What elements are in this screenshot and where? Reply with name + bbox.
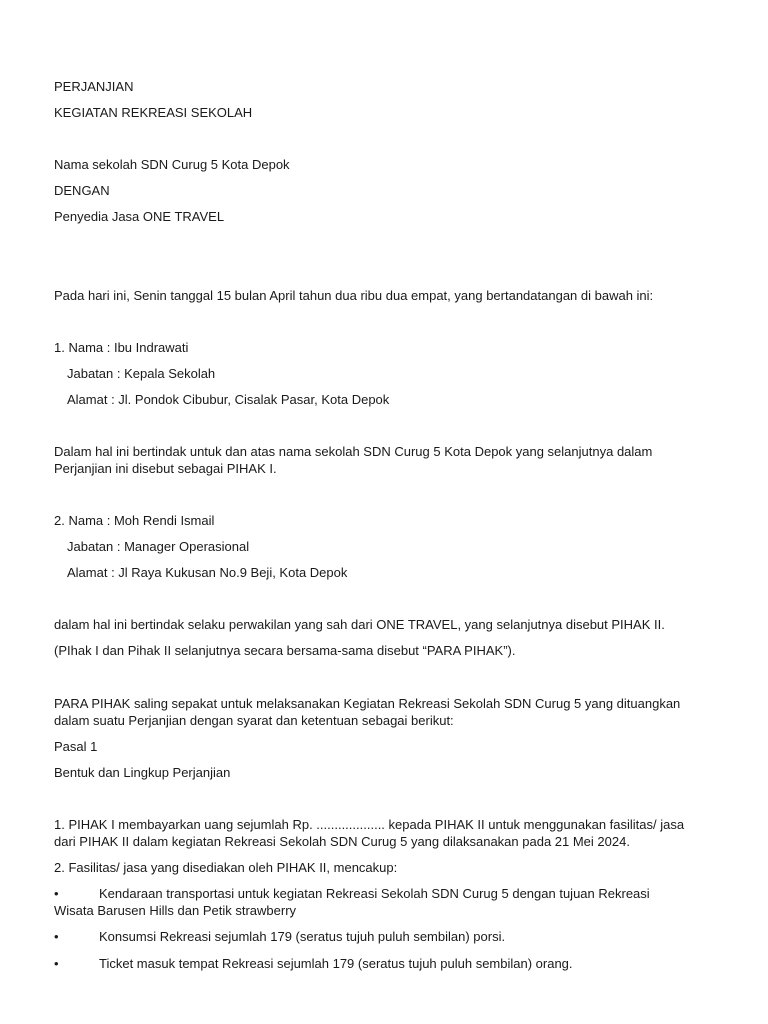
parties-note: (PIhak I dan Pihak II selanjutnya secara bersama-sama disebut “PARA PIHAK”).: [54, 643, 516, 658]
party1-address: Alamat : Jl. Pondok Cibubur, Cisalak Pasar, Kota Depok: [67, 392, 390, 407]
bullet-dot: •: [54, 929, 59, 944]
bullet1-line1: Kendaraan transportasi untuk kegiatan Rekreasi Sekolah SDN Curug 5 dengan tujuan Rekreasi: [99, 886, 650, 901]
party2-position: Jabatan : Manager Operasional: [67, 539, 250, 554]
party2-name: 2. Nama : Moh Rendi Ismail: [54, 513, 215, 528]
bullet-dot: •: [54, 956, 59, 971]
clause1-line2: dari PIHAK II dalam kegiatan Rekreasi Sekolah SDN Curug 5 yang dilaksanakan pada 21 Mei 2024.: [54, 834, 630, 849]
party2-description: dalam hal ini bertindak selaku perwakilan yang sah dari ONE TRAVEL, yang selanjutnya disebut PIHAK II.: [54, 617, 665, 632]
party1-description-line1: Dalam hal ini bertindak untuk dan atas nama sekolah SDN Curug 5 Kota Depok yang selanjutnya dalam: [54, 444, 653, 459]
document-title: PERJANJIAN: [54, 79, 134, 94]
opening-paragraph: Pada hari ini, Senin tanggal 15 bulan April tahun dua ribu dua empat, yang bertandatangan di bawah ini:: [54, 288, 654, 303]
clause2-heading: 2. Fasilitas/ jasa yang disediakan oleh PIHAK II, mencakup:: [54, 860, 398, 875]
party-school-line: Nama sekolah SDN Curug 5 Kota Depok: [54, 157, 290, 172]
article-subtitle: Bentuk dan Lingkup Perjanjian: [54, 765, 231, 780]
agreement-line1: PARA PIHAK saling sepakat untuk melaksanakan Kegiatan Rekreasi Sekolah SDN Curug 5 yang dituangkan: [54, 696, 681, 711]
bullet1-line2: Wisata Barusen Hills dan Petik strawberry: [54, 903, 297, 918]
party1-position: Jabatan : Kepala Sekolah: [67, 366, 216, 381]
bullet2-text: Konsumsi Rekreasi sejumlah 179 (seratus tujuh puluh sembilan) porsi.: [99, 929, 506, 944]
party1-description-line2: Perjanjian ini disebut sebagai PIHAK I.: [54, 461, 277, 476]
with-line: DENGAN: [54, 183, 110, 198]
bullet-dot: •: [54, 886, 59, 901]
article-title: Pasal 1: [54, 739, 98, 754]
clause1-line1: 1. PIHAK I membayarkan uang sejumlah Rp. ................... kepada PIHAK II untuk menggunakan fasilitas/ jasa: [54, 817, 685, 832]
document-subtitle: KEGIATAN REKREASI SEKOLAH: [54, 105, 253, 120]
agreement-line2: dalam suatu Perjanjian dengan syarat dan ketentuan sebagai berikut:: [54, 713, 454, 728]
party-vendor-line: Penyedia Jasa ONE TRAVEL: [54, 209, 225, 224]
party2-address: Alamat : Jl Raya Kukusan No.9 Beji, Kota Depok: [67, 565, 348, 580]
party1-name: 1. Nama : Ibu Indrawati: [54, 340, 189, 355]
bullet3-text: Ticket masuk tempat Rekreasi sejumlah 179 (seratus tujuh puluh sembilan) orang.: [99, 956, 573, 971]
